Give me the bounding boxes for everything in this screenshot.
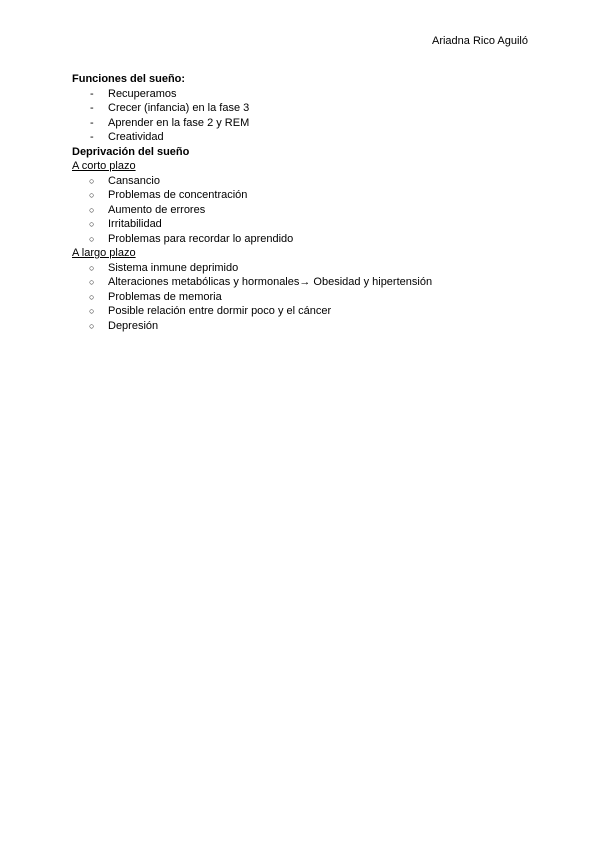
dash-bullet: - (90, 102, 94, 114)
list-item-text: Sistema inmune deprimido (108, 261, 239, 274)
list-item-text: Problemas de concentración (108, 189, 248, 201)
list-item (72, 275, 532, 290)
list-item-text: Aumento de errores (108, 203, 206, 216)
document-author: Ariadna Rico Aguiló (431, 35, 528, 47)
dash-bullet: - (90, 116, 94, 129)
circle-bullet-icon: ○ (89, 233, 95, 244)
list-item (72, 217, 532, 232)
list-item (72, 203, 532, 218)
list-item (72, 101, 532, 116)
list-item-text: Problemas de memoria (108, 290, 222, 303)
list-item-text: Recuperamos (108, 87, 177, 100)
largo-plazo-list (72, 261, 532, 334)
document-body (72, 72, 532, 333)
list-item-text: Crecer (infancia) en la fase 3 (108, 102, 250, 114)
list-item-text: Cansancio (108, 174, 160, 187)
circle-bullet-icon: ○ (89, 291, 95, 302)
list-item (72, 116, 532, 131)
circle-bullet-icon: ○ (89, 204, 95, 215)
list-item-text: Creatividad (108, 131, 164, 143)
list-item (72, 232, 532, 247)
list-item (72, 188, 532, 203)
list-item (72, 130, 532, 145)
dash-bullet: - (90, 131, 94, 143)
dash-bullet: - (90, 87, 94, 100)
circle-bullet-icon: ○ (89, 277, 95, 287)
list-item (72, 290, 532, 305)
circle-bullet-icon: ○ (89, 219, 95, 229)
circle-bullet-icon: ○ (89, 320, 95, 331)
list-item-text: Problemas para recordar lo aprendido (108, 232, 294, 245)
circle-bullet-icon: ○ (89, 262, 95, 273)
list-item-text: Aprender en la fase 2 y REM (108, 116, 250, 129)
list-item (72, 261, 532, 276)
list-item-text: Depresión (108, 319, 159, 332)
circle-bullet-icon: ○ (89, 190, 95, 200)
subtitle-corto-plazo: A corto plazo (72, 160, 136, 172)
circle-bullet-icon: ○ (89, 306, 95, 316)
list-item (72, 319, 532, 334)
list-item (72, 87, 532, 102)
list-item-text: Alteraciones metabólicas y hormonales→ Obesidad y hipertensión (108, 276, 433, 288)
funciones-list (72, 87, 532, 145)
list-item (72, 174, 532, 189)
section-title-deprivacion: Deprivación del sueño (72, 145, 190, 158)
subtitle-largo-plazo: A largo plazo (72, 247, 136, 259)
circle-bullet-icon: ○ (89, 175, 95, 186)
list-item-text: Posible relación entre dormir poco y el cáncer (108, 305, 332, 317)
section-title-funciones: Funciones del sueño: (72, 73, 186, 85)
corto-plazo-list (72, 174, 532, 247)
list-item (72, 304, 532, 319)
list-item-text: Irritabilidad (108, 218, 162, 230)
